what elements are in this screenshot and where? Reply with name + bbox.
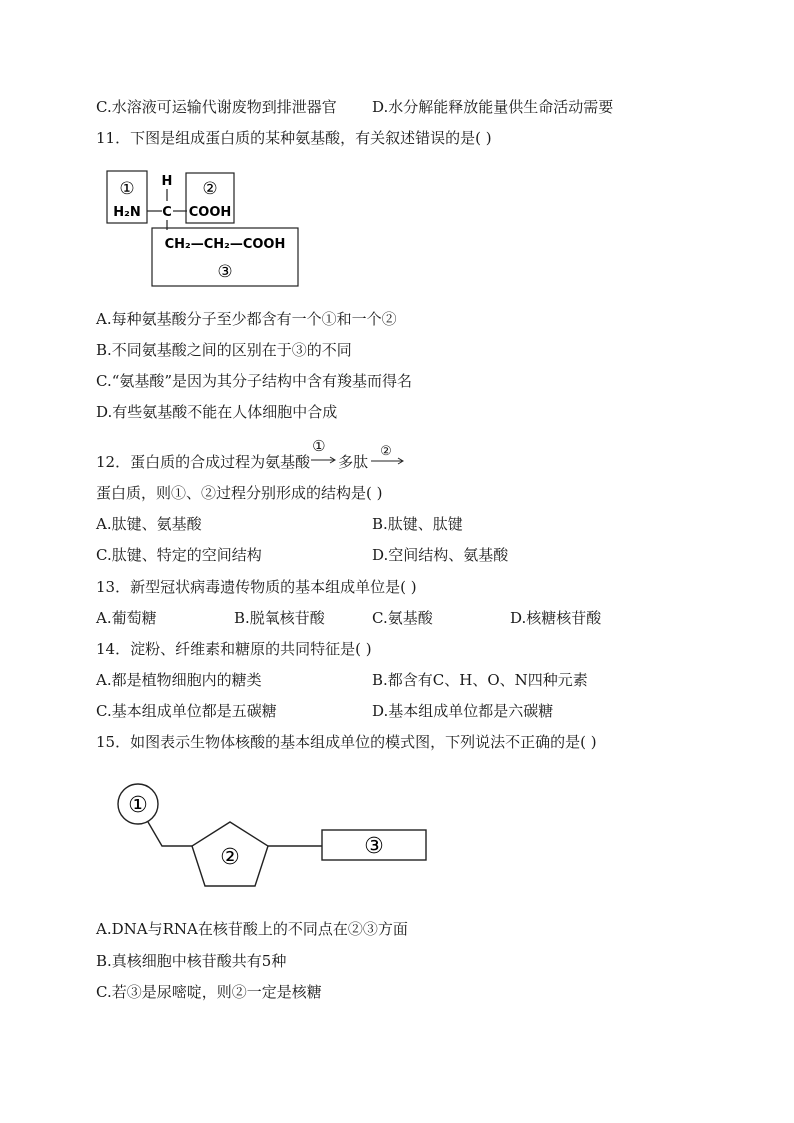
q15-option-a: A.DNA与RNA在核苷酸上的不同点在②③方面 bbox=[96, 920, 408, 938]
step1-label: ① bbox=[312, 437, 326, 455]
q12-stem-mid: 多肽 bbox=[338, 453, 369, 471]
q14-option-a: A.都是植物细胞内的糖类 bbox=[96, 671, 262, 689]
q11-stem: 11．下图是组成蛋白质的某种氨基酸，有关叙述错误的是( ) bbox=[96, 129, 492, 147]
q15-option-c: C.若③是尿嘧啶，则②一定是核糖 bbox=[96, 983, 322, 1001]
q11-option-b: B.不同氨基酸之间的区别在于③的不同 bbox=[96, 341, 352, 359]
arrow-icon bbox=[368, 451, 406, 473]
q11-option-d: D.有些氨基酸不能在人体细胞中合成 bbox=[96, 403, 338, 421]
step2-label: ② bbox=[380, 444, 392, 459]
r-group: CH₂—CH₂—COOH bbox=[164, 237, 286, 252]
step2-arrow bbox=[368, 444, 406, 473]
q10-option-d: D.水分解能释放能量供生命活动需要 bbox=[372, 98, 614, 116]
carboxyl-group: COOH bbox=[188, 205, 232, 220]
q12-option-a: A.肽键、氨基酸 bbox=[96, 515, 202, 533]
q12-stem-line2: 蛋白质，则①、②过程分别形成的结构是( ) bbox=[96, 484, 383, 502]
q13-option-a: A.葡萄糖 bbox=[96, 609, 157, 627]
q12-option-c: C.肽键、特定的空间结构 bbox=[96, 546, 262, 564]
circle-label: ① bbox=[128, 793, 148, 818]
q13-option-c: C.氨基酸 bbox=[372, 609, 433, 627]
q12-option-b: B.肽键、肽键 bbox=[372, 515, 463, 533]
q14-option-d: D.基本组成单位都是六碳糖 bbox=[372, 702, 554, 720]
q15-option-b: B.真核细胞中核苷酸共有5种 bbox=[96, 952, 287, 970]
q12-stem-line1 bbox=[96, 437, 406, 473]
q14-option-c: C.基本组成单位都是五碳糖 bbox=[96, 702, 277, 720]
amino-group: H₂N bbox=[113, 205, 141, 220]
q10-option-c: C.水溶液可运输代谢废物到排泄器官 bbox=[96, 98, 337, 116]
q12-option-d: D.空间结构、氨基酸 bbox=[372, 546, 509, 564]
bond-phosphate-sugar bbox=[148, 822, 194, 846]
amino-acid-figure bbox=[100, 166, 310, 291]
q13-stem: 13．新型冠状病毒遗传物质的基本组成单位是( ) bbox=[96, 578, 417, 596]
q13-option-b: B.脱氧核苷酸 bbox=[234, 609, 325, 627]
arrow-icon bbox=[310, 451, 338, 473]
q13-option-d: D.核糖核苷酸 bbox=[510, 609, 602, 627]
rect-label: ③ bbox=[364, 834, 384, 859]
q15-stem: 15．如图表示生物体核酸的基本组成单位的模式图，下列说法不正确的是( ) bbox=[96, 733, 597, 751]
step1-arrow bbox=[310, 437, 338, 473]
nucleotide-figure bbox=[110, 782, 450, 892]
box-2-label: ② bbox=[202, 179, 218, 199]
pentagon-label: ② bbox=[220, 845, 240, 870]
q11-option-a: A.每种氨基酸分子至少都含有一个①和一个② bbox=[96, 310, 397, 328]
box-3-label: ③ bbox=[217, 262, 233, 282]
q11-option-c: C.“氨基酸”是因为其分子结构中含有羧基而得名 bbox=[96, 372, 413, 390]
q14-option-b: B.都含有C、H、O、N四种元素 bbox=[372, 671, 588, 689]
alpha-carbon: C bbox=[162, 205, 172, 220]
box-1-label: ① bbox=[119, 179, 135, 199]
q14-stem: 14．淀粉、纤维素和糖原的共同特征是( ) bbox=[96, 640, 372, 658]
hydrogen: H bbox=[161, 174, 173, 189]
q12-stem-part1: 12．蛋白质的合成过程为氨基酸 bbox=[96, 453, 311, 471]
